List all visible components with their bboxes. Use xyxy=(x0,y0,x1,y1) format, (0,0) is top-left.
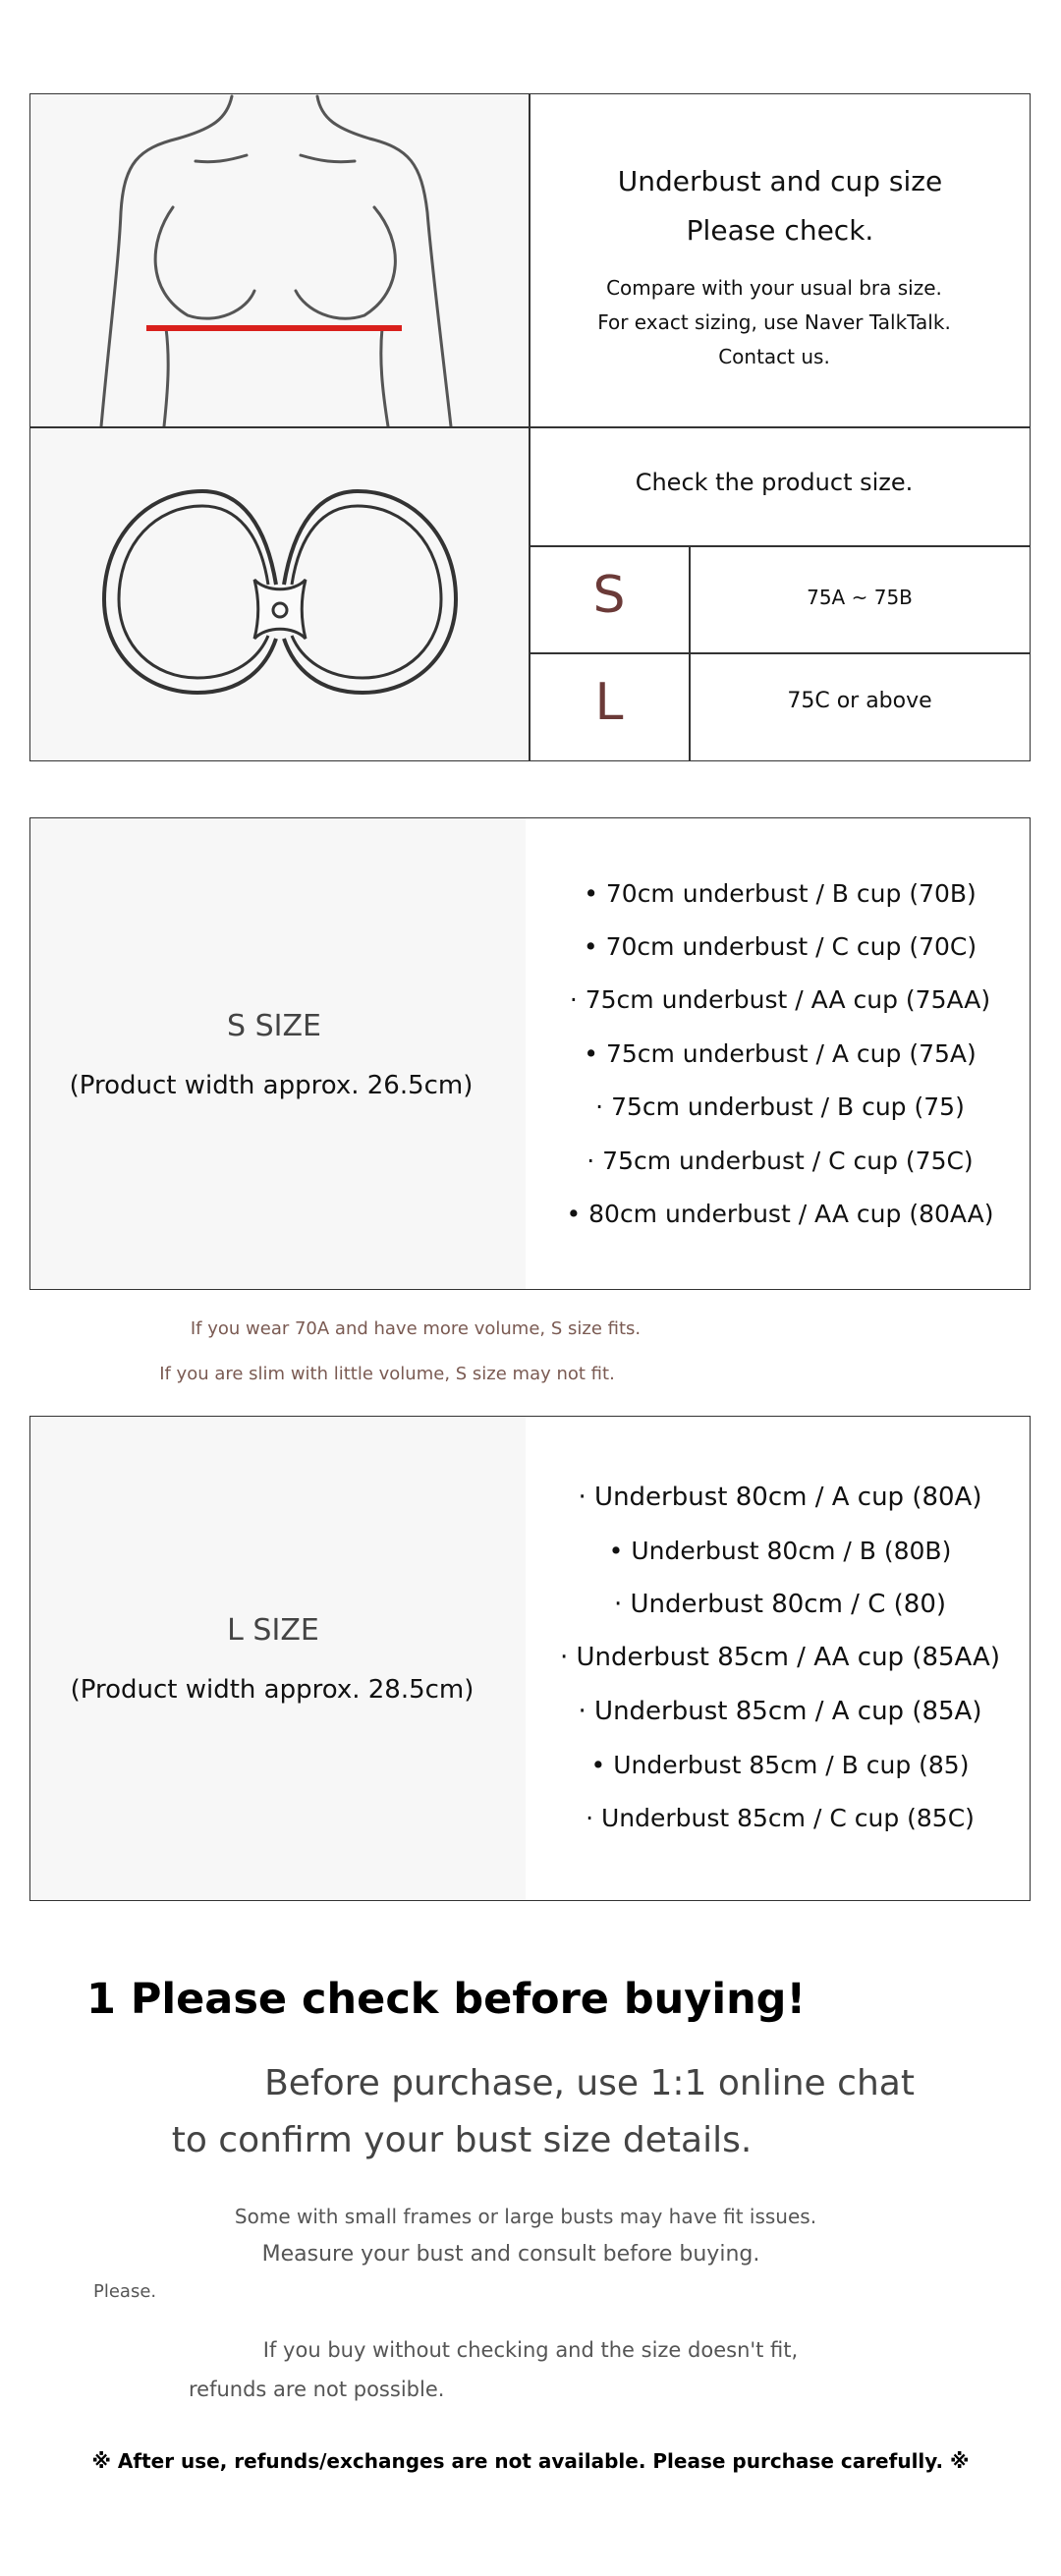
s-size-title: S SIZE xyxy=(227,1009,321,1043)
nubra-product-illustration xyxy=(30,427,530,760)
s-size-label-panel xyxy=(30,818,526,1289)
list-item: · Underbust 80cm / A cup (80A) xyxy=(578,1483,982,1512)
s-size-note: If you wear 70A and have more volume, S size fits. xyxy=(190,1318,642,1339)
heading-line: Underbust and cup size xyxy=(617,165,943,197)
fit-advice-line: Measure your bust and consult before buying. xyxy=(261,2242,760,2267)
size-letter-s: S xyxy=(592,566,626,625)
fit-advice-line: Please. xyxy=(93,2281,157,2302)
refund-advice-line: If you buy without checking and the size doesn't fit, xyxy=(262,2338,799,2362)
l-size-subtitle: (Product width approx. 28.5cm) xyxy=(70,1675,475,1705)
l-size-title: L SIZE xyxy=(227,1613,319,1648)
list-item: • 75cm underbust / A cup (75A) xyxy=(584,1039,977,1068)
list-item: · Underbust 85cm / AA cup (85AA) xyxy=(560,1643,1000,1672)
list-item: · Underbust 85cm / C cup (85C) xyxy=(586,1804,975,1832)
list-item: • 80cm underbust / AA cup (80AA) xyxy=(566,1200,994,1228)
product-size-heading: Check the product size. xyxy=(635,469,914,496)
list-item: • Underbust 85cm / B cup (85) xyxy=(590,1751,970,1779)
final-notice: ※ After use, refunds/exchanges are not available. Please purchase carefully. ※ xyxy=(91,2449,970,2473)
chat-line: to confirm your bust size details. xyxy=(171,2120,753,2160)
s-size-note: If you are slim with little volume, S size may not fit. xyxy=(159,1364,615,1384)
s-size-subtitle: (Product width approx. 26.5cm) xyxy=(69,1071,474,1100)
size-check-description xyxy=(530,271,1018,374)
torso-illustration xyxy=(30,94,530,426)
description-line: Contact us. xyxy=(718,345,830,368)
size-row-s xyxy=(530,546,1030,652)
before-buying-title: 1 Please check before buying! xyxy=(86,1975,807,2024)
list-item: • Underbust 80cm / B (80B) xyxy=(608,1537,952,1565)
fit-advice-line: Some with small frames or large busts may have fit issues. xyxy=(234,2205,817,2228)
list-item: · 75cm underbust / C cup (75C) xyxy=(586,1147,974,1175)
size-range-s: 75A ~ 75B xyxy=(807,586,913,609)
list-item: · Underbust 80cm / C (80) xyxy=(614,1590,946,1619)
description-line: For exact sizing, use Naver TalkTalk. xyxy=(597,310,951,334)
chat-line: Before purchase, use 1:1 online chat xyxy=(264,2063,915,2103)
list-item: · Underbust 85cm / A cup (85A) xyxy=(578,1697,982,1726)
list-item: • 70cm underbust / B cup (70B) xyxy=(584,879,977,908)
refund-advice-line: refunds are not possible. xyxy=(189,2378,445,2401)
l-size-label-panel xyxy=(30,1417,526,1900)
product-illustration-panel xyxy=(30,427,530,760)
heading-line: Please check. xyxy=(686,214,874,247)
list-item: · 75cm underbust / AA cup (75AA) xyxy=(569,985,991,1014)
size-check-heading xyxy=(530,157,1030,255)
size-row-l xyxy=(530,653,1030,759)
size-letter-l: L xyxy=(594,673,624,732)
list-item: · 75cm underbust / B cup (75) xyxy=(595,1092,965,1121)
chat-advice xyxy=(59,2055,1002,2169)
size-range-l: 75C or above xyxy=(787,689,932,713)
description-line: Compare with your usual bra size. xyxy=(606,276,942,300)
torso-illustration-panel xyxy=(30,94,530,426)
list-item: • 70cm underbust / C cup (70C) xyxy=(583,932,977,961)
divider xyxy=(30,426,1030,428)
